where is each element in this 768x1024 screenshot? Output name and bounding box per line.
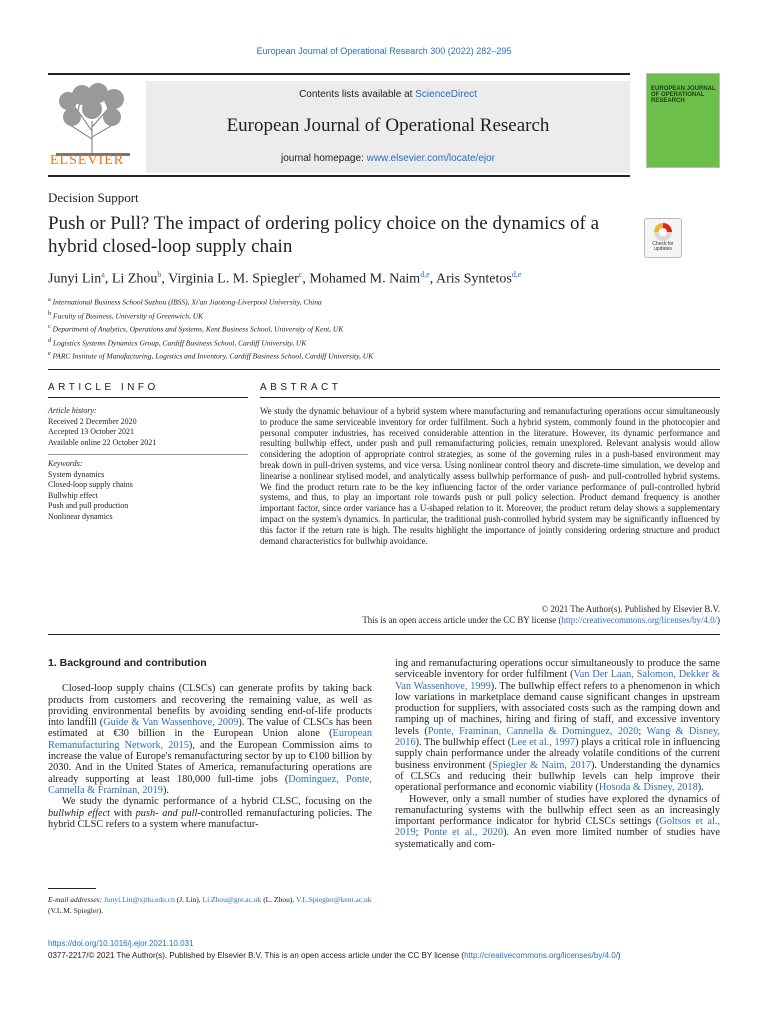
- emphasis-text: push- and pull: [135, 807, 198, 819]
- author-name: Virginia L. M. Spiegler: [168, 271, 299, 287]
- history-item: Received 2 December 2020: [48, 416, 137, 426]
- text-run: Closed-loop supply chains (CLSCs) can generate profits by taking back products from customers and recovering the remaining value, as well as providing environmental benefits by avoiding sending end-of-life products into landfill (: [48, 683, 372, 729]
- citation-link[interactable]: V.L.Spiegler@kent.ac.uk: [295, 895, 372, 904]
- text-run: ). The value of CLSCs has been estimated at €30 billion in the European Union alone (: [48, 717, 372, 740]
- citation-link[interactable]: Spiegler & Naim, 2017: [492, 759, 591, 771]
- contents-prefix: Contents lists available at: [299, 89, 416, 100]
- keyword-item: Nonlinear dynamics: [48, 511, 113, 521]
- citation-link[interactable]: Junyi.Lin@xjtlu.edu.cn: [103, 895, 175, 904]
- affiliation-key: e: [48, 350, 51, 357]
- journal-cover-image: [646, 73, 720, 168]
- body-column-right: [395, 658, 720, 850]
- abstract-bottom-divider: [48, 634, 720, 635]
- affiliation-key: c: [48, 323, 51, 330]
- left-column-paragraphs: [48, 683, 372, 830]
- license-suffix: ): [717, 615, 720, 625]
- text-run: ) plays a critical role in influencing supply chain performance under the already volatile conditions of the current business environment (: [395, 737, 720, 771]
- email-footnote: [48, 894, 372, 916]
- citation-link[interactable]: Goltsos et al., 2019: [395, 816, 720, 839]
- license-line: [260, 615, 720, 626]
- citation-link[interactable]: Wang & Disney, 2016: [395, 725, 720, 749]
- citation-link[interactable]: Ponte, Framinan, Cannella & Dominguez, 2020: [427, 725, 639, 737]
- homepage-link[interactable]: www.elsevier.com/locate/ejor: [366, 153, 495, 164]
- body-paragraph: [48, 683, 372, 796]
- text-run: ing and remanufacturing operations occur simultaneously to produce the same serviceable inventory for order fulfilment (: [395, 658, 720, 681]
- body-column-left: [48, 658, 372, 830]
- keyword-item: Push and pull production: [48, 501, 129, 510]
- publisher-wordmark: ELSEVIER: [50, 153, 125, 168]
- text-run: (J. Lin),: [174, 895, 203, 904]
- affiliation-key: d: [48, 336, 52, 344]
- citation-link[interactable]: Lee et al., 1997: [511, 737, 576, 749]
- copyright-line: © 2021 The Author(s). Published by Elsevier B.V.: [541, 604, 720, 614]
- contents-line: [146, 89, 630, 100]
- text-run: (L. Zhou),: [261, 895, 296, 904]
- masthead: [48, 73, 720, 178]
- issn-license-link[interactable]: http://creativecommons.org/licenses/by/4.0/: [464, 951, 618, 960]
- article-info-heading: ARTICLE INFO: [48, 382, 159, 393]
- keywords-label: Keywords:: [48, 459, 83, 468]
- homepage-prefix: journal homepage:: [280, 153, 367, 164]
- masthead-bottom-rule: [48, 175, 630, 177]
- affiliation: [48, 335, 373, 349]
- check-updates-icon: [645, 219, 681, 243]
- citation-link[interactable]: Dominguez, Ponte, Cannella & Framinan, 2019: [48, 773, 373, 796]
- check-updates-label: Check for updates: [652, 241, 674, 252]
- abstract-copyright: [260, 604, 720, 626]
- affiliation-text: Logistics Systems Dynamics Group, Cardiff Business School, Cardiff University, UK: [51, 338, 307, 347]
- affiliation: [48, 308, 373, 322]
- journal-banner: [146, 81, 630, 173]
- info-inner-divider: [48, 454, 248, 455]
- emphasis-text: bullwhip effect: [48, 807, 111, 819]
- author-affiliation-marker[interactable]: a: [101, 270, 105, 279]
- license-link[interactable]: http://creativecommons.org/licenses/by/4.0/: [561, 615, 718, 625]
- author-list: Junyi Lin$^a$, Li Zhou$^b$, Virginia L. M. Spiegler$^c$, Mohamed M. Naim$^{d,e}$, Aris Syntetos$^{d,e}$: [48, 270, 522, 287]
- affiliation: [48, 321, 373, 335]
- affiliation: [48, 348, 373, 362]
- citation-link[interactable]: Hosoda & Disney, 2018: [598, 782, 698, 794]
- text-run: ). The bullwhip effect refers to a phenomenon in which low variations in marketplace demand cause significant changes in upstream production for suppliers, with associated costs such as the ramping down and ramping up of machines, hiring and firing of staff, and excessive inventory levels (: [395, 680, 720, 737]
- abstract-divider: [260, 397, 720, 398]
- text-run: -controlled remanufacturing policies. The hybrid CLSC refers to a system where manufactur-: [48, 807, 372, 830]
- text-run: ).: [697, 782, 704, 794]
- text-run: We study the dynamic performance of a hybrid CLSC, focusing on the: [62, 796, 372, 808]
- check-for-updates-button[interactable]: [644, 218, 682, 258]
- author-name: Li Zhou: [111, 271, 158, 287]
- keyword-item: System dynamics: [48, 469, 105, 479]
- journal-reference[interactable]: European Journal of Operational Research 300 (2022) 282–295: [256, 46, 512, 56]
- affiliation-text: Faculty of Business, University of Greenwich, UK: [51, 311, 204, 320]
- journal-title: European Journal of Operational Research: [226, 115, 550, 136]
- text-run: with: [110, 807, 136, 819]
- text-run: ). An even more limited number of studies have systematically and com-: [395, 827, 720, 850]
- affiliation-text: International Business School Suzhou (IBSS), Xi'an Jiaotong-Liverpool University, China: [50, 297, 322, 307]
- article-title: Push or Pull? The impact of ordering policy choice on the dynamics of a hybrid closed-loop supply chain: [48, 213, 600, 257]
- footnote-rule: [48, 888, 96, 889]
- body-paragraph: [395, 794, 720, 850]
- author-name: Mohamed M. Naim: [309, 271, 421, 287]
- text-run: ;: [415, 827, 424, 839]
- doi-link[interactable]: https://doi.org/10.1016/j.ejor.2021.10.031: [48, 939, 194, 948]
- author-affiliation-marker[interactable]: c: [298, 270, 303, 279]
- affiliation-text: Department of Analytics, Operations and Systems, Kent Business School, University of Kent, UK: [50, 324, 344, 334]
- text-run: ). Understanding the dynamics of CLSCs and reducing their bullwhip levels can help improve their operational performance and economic viability (: [395, 759, 720, 794]
- author-affiliation-marker[interactable]: d,e: [420, 270, 430, 279]
- license-prefix: This is an open access article under the CC BY license (: [362, 615, 562, 625]
- author-affiliation-marker[interactable]: b: [157, 270, 162, 279]
- masthead-top-rule: [48, 73, 630, 75]
- article-section: Decision Support: [48, 190, 139, 205]
- sciencedirect-link[interactable]: ScienceDirect: [415, 89, 477, 100]
- keyword-item: Closed-loop supply chains: [48, 480, 133, 489]
- affiliation-text: PARC Institute of Manufacturing, Logistics and Inventory, Cardiff Business School, Cardiff University, UK: [50, 351, 374, 361]
- header-divider: [48, 369, 720, 370]
- keyword-item: Bullwhip effect: [48, 490, 98, 500]
- affiliation: [48, 294, 373, 308]
- author-name: Junyi Lin: [48, 271, 102, 287]
- body-paragraph: [395, 658, 720, 794]
- abstract-heading: ABSTRACT: [260, 382, 342, 393]
- affiliation-list: [48, 294, 373, 362]
- author-affiliation-marker[interactable]: d,e: [511, 270, 522, 279]
- citation-link[interactable]: Guide & Van Wassenhove, 2009: [103, 717, 239, 729]
- history-list: [48, 417, 248, 449]
- citation-link[interactable]: Li.Zhou@gre.ac.uk: [202, 895, 262, 904]
- body-paragraph: [48, 796, 372, 830]
- issn-prefix: 0377-2217/© 2021 The Author(s). Published by Elsevier B.V. This is an open access article under the CC BY license (: [48, 951, 465, 960]
- issn-line: [48, 951, 621, 960]
- article-info: [48, 406, 248, 522]
- citation-link[interactable]: Van Der Laan, Salomon, Dekker & Van Wassenhove, 1999: [395, 669, 720, 692]
- text-run: ;: [638, 725, 647, 737]
- citation-link[interactable]: Ponte et al., 2020: [423, 827, 504, 839]
- author-name: Aris Syntetos: [436, 271, 512, 287]
- affiliation-key: a: [48, 296, 51, 303]
- keywords-list: [48, 470, 248, 523]
- affiliation-key: b: [48, 309, 52, 317]
- text-run: ), and the European Commission aims to increase the value of Europe's remanufacturing sector by up to €100 billion by 2030. And in the United States of America, remanufacturing operations are already supporting at least 180,000 full-time jobs (: [48, 739, 373, 785]
- text-run: ). The bullwhip effect (: [415, 737, 512, 749]
- cover-title: EUROPEAN JOURNAL OF OPERATIONAL RESEARCH: [651, 86, 716, 104]
- emphasis-text: E-mail addresses:: [48, 895, 104, 904]
- right-column-paragraphs: [395, 658, 720, 850]
- info-divider: [48, 397, 248, 398]
- history-item: Accepted 13 October 2021: [48, 427, 134, 436]
- text-run: (V.L.M. Spiegler).: [48, 906, 104, 915]
- issn-suffix: ): [617, 951, 621, 960]
- citation-link[interactable]: European Remanufacturing Network, 2015: [48, 728, 372, 751]
- history-item: Available online 22 October 2021: [48, 437, 157, 447]
- homepage-line: [146, 153, 630, 164]
- section-heading: 1. Background and contribution: [48, 657, 207, 669]
- abstract-text: We study the dynamic behaviour of a hybrid system where manufacturing and remanufacturing operations occur simultaneously to produce the same serviceable inventory for order fulfilment. Such a hybrid system, commonly found in the photocopier and personal computer industries, has received considerable attention in the literature. However, its dynamic performance and resulting bullwhip effect, under push and pull remanufacturing policies, remain unexplored. Relevant analysis would allow considering the adoption of appropriate control strategies, as some of the governing rules in a push-based environment may break down in pull-driven systems, and vice versa. Using nonlinear control theory and discrete-time simulation, we develop and linearise a nonlinear stylised model, and analytically assess bullwhip performance of push- and pull-controlled hybrid systems. We find the product return rate to be the key influencing factor of the order variance performance of pull-controlled hybrid systems, and thus, to play an important role towards push or pull policy selection. Product demand frequency is another important factor, since order variance has a U-shaped relation to it. Moreover, the product return delay shows a supplementary impact on the system's dynamics. In particular, the traditional push-controlled hybrid system may be significantly influenced by this factor if the return rate is high. The results highlight the importance of jointly considering ordering structure and product demand characteristics for bullwhip avoidance.: [260, 406, 720, 546]
- history-label: Article history:: [48, 406, 97, 415]
- text-run: However, only a small number of studies have explored the dynamics of remanufacturing systems with the bullwhip effect seen as an increasingly important performance indicator for hybrid CLSCs settings (: [395, 793, 720, 828]
- text-run: ).: [162, 784, 169, 796]
